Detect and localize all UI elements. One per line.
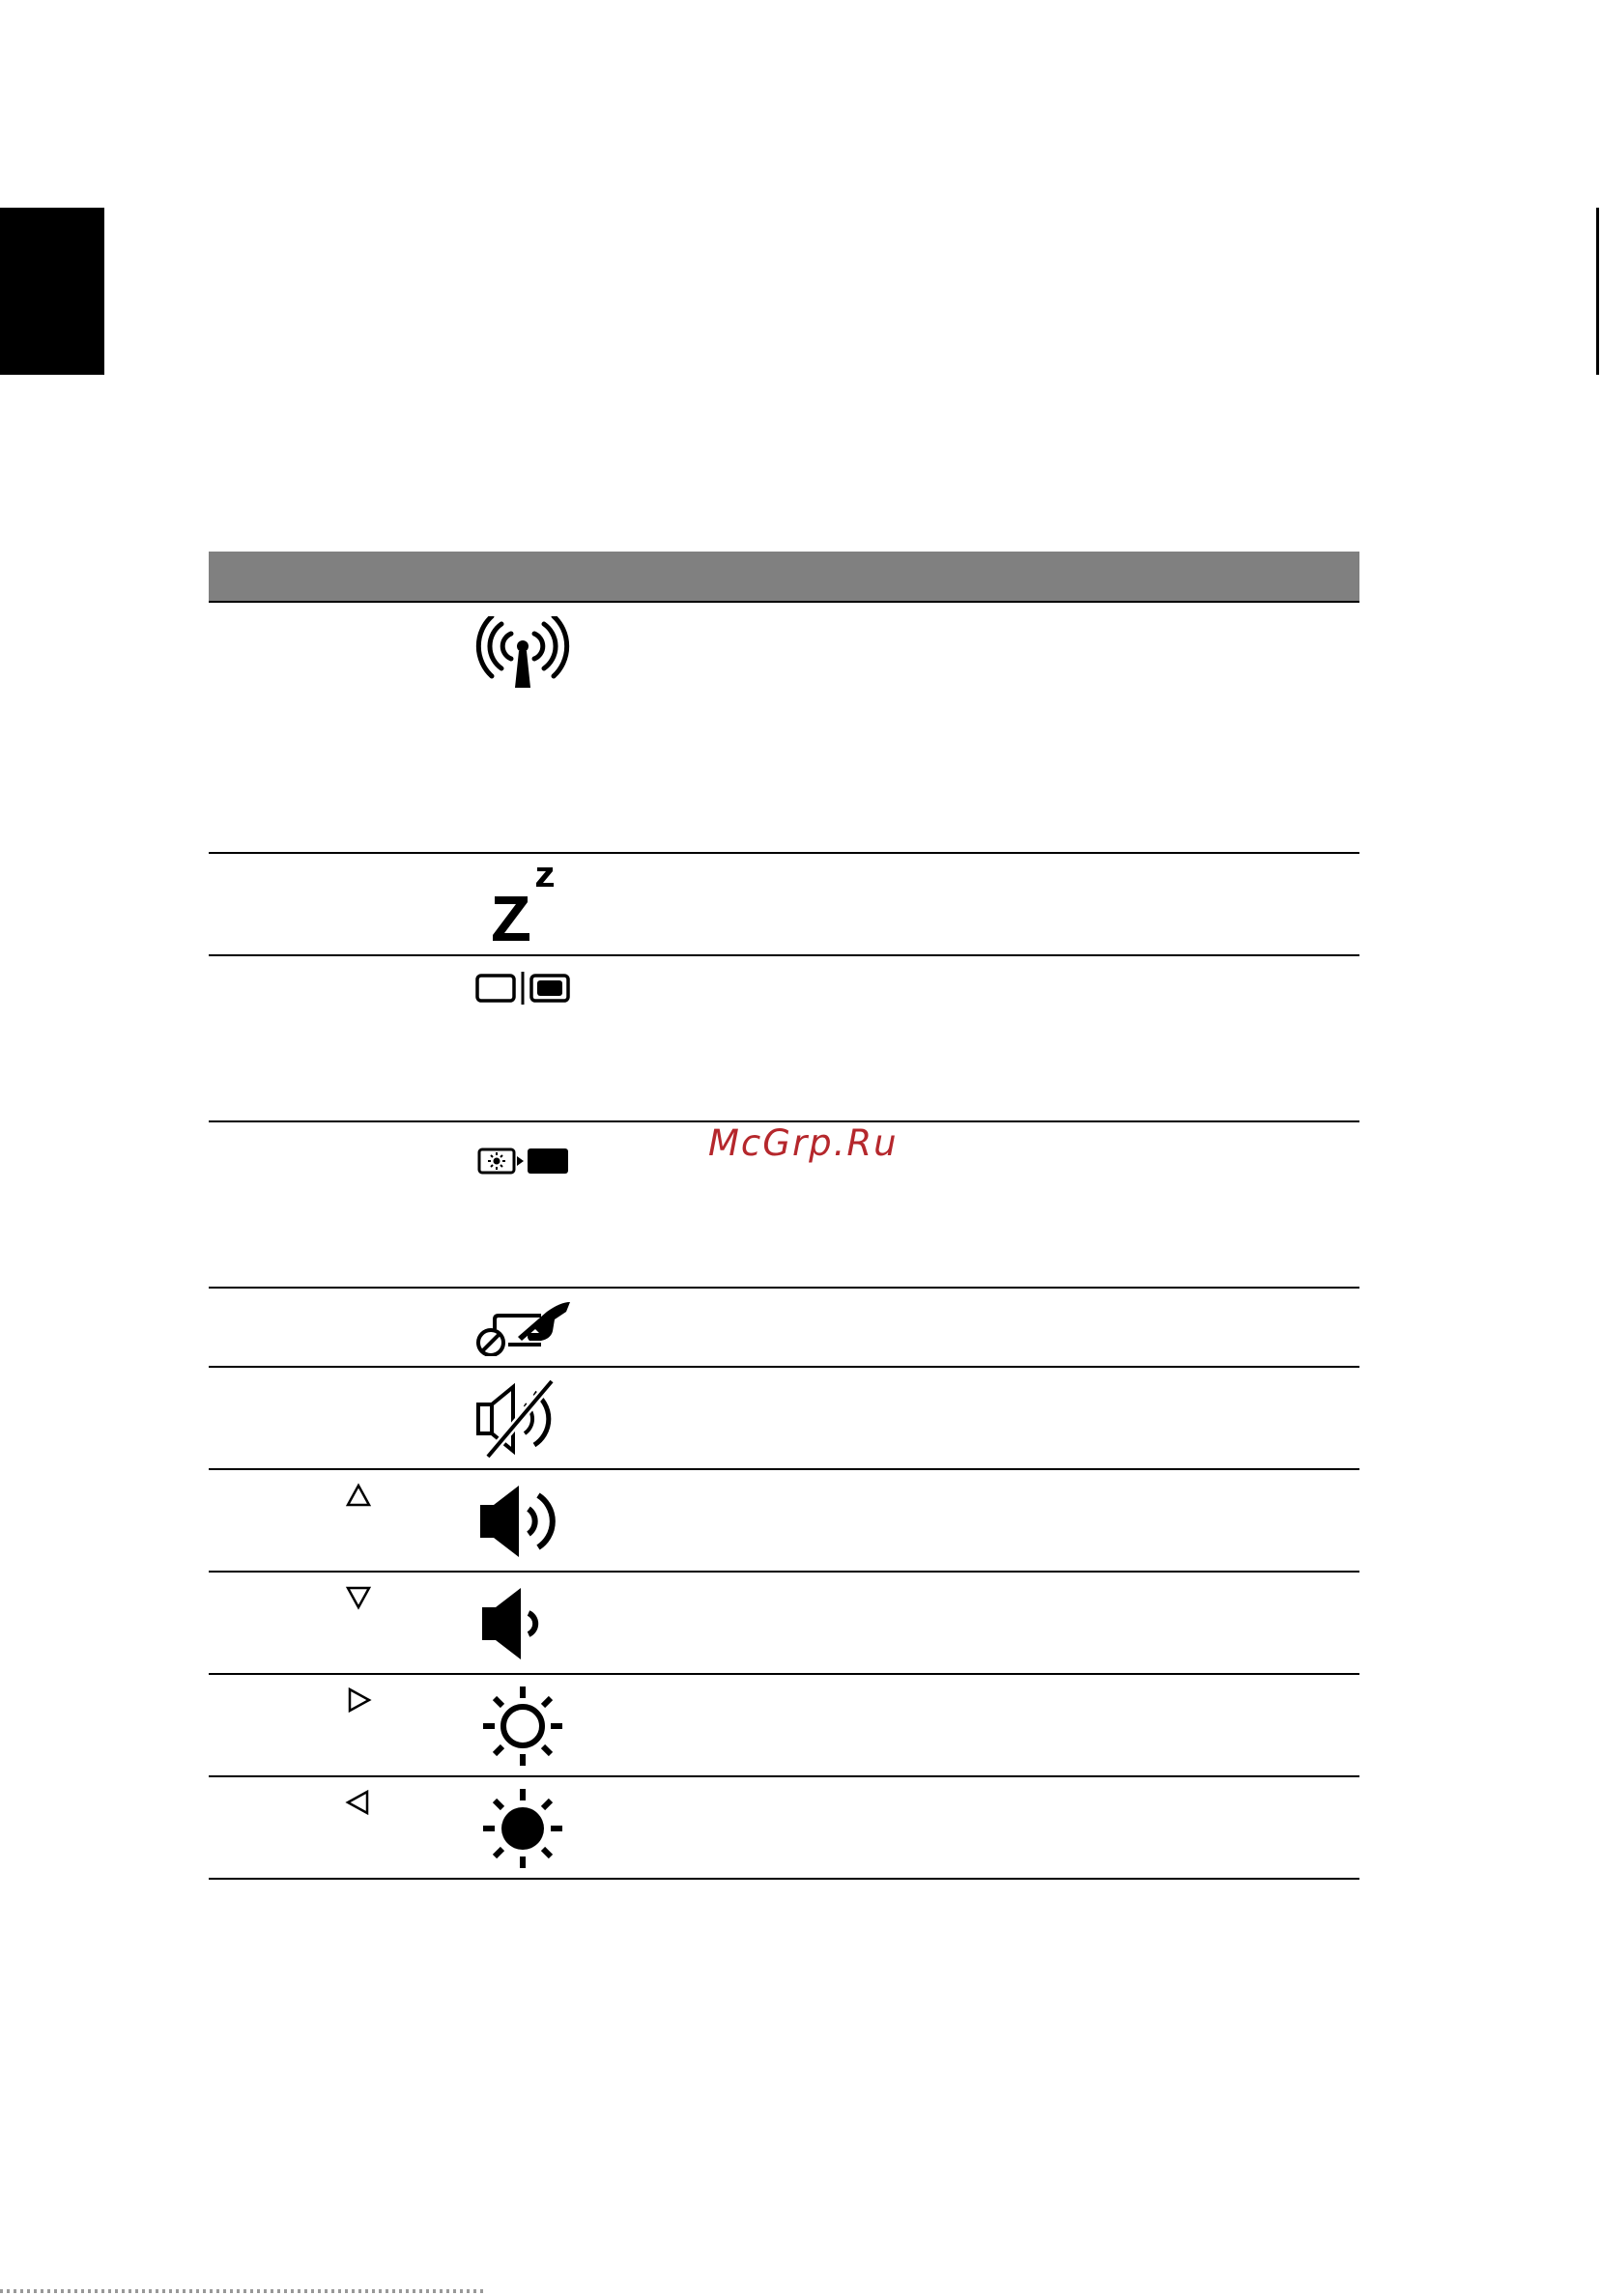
sleep-icon <box>489 864 576 943</box>
table-row-volume-down <box>209 1573 1359 1675</box>
left-arrow-icon <box>345 1789 372 1816</box>
wireless-icon <box>474 616 571 692</box>
margin-rule <box>1596 208 1599 375</box>
hotkey-table <box>209 552 1359 1880</box>
up-arrow-icon <box>345 1482 372 1509</box>
brightness-up-icon <box>474 1685 571 1768</box>
footer-print-marks <box>0 2289 483 2293</box>
volume-down-icon <box>474 1582 571 1665</box>
section-tab-marker <box>0 208 104 375</box>
table-row-wireless <box>209 603 1359 854</box>
screen-blank-icon <box>476 1146 573 1176</box>
speaker-mute-icon <box>474 1377 571 1460</box>
watermark-text: McGrp.Ru <box>708 1122 899 1164</box>
display-toggle-icon <box>474 970 571 1005</box>
touchpad-toggle-icon <box>473 1298 574 1356</box>
table-row-speaker-mute <box>209 1368 1359 1470</box>
table-row-sleep <box>209 854 1359 956</box>
table-header <box>209 552 1359 603</box>
table-row-brightness-up <box>209 1675 1359 1777</box>
table-row-brightness-down <box>209 1777 1359 1880</box>
right-arrow-icon <box>345 1687 372 1714</box>
volume-up-icon <box>474 1480 571 1563</box>
down-arrow-icon <box>345 1584 372 1611</box>
table-row-display-toggle <box>209 956 1359 1122</box>
brightness-down-icon <box>474 1787 571 1870</box>
table-row-touchpad-toggle <box>209 1289 1359 1368</box>
table-row-volume-up <box>209 1470 1359 1573</box>
